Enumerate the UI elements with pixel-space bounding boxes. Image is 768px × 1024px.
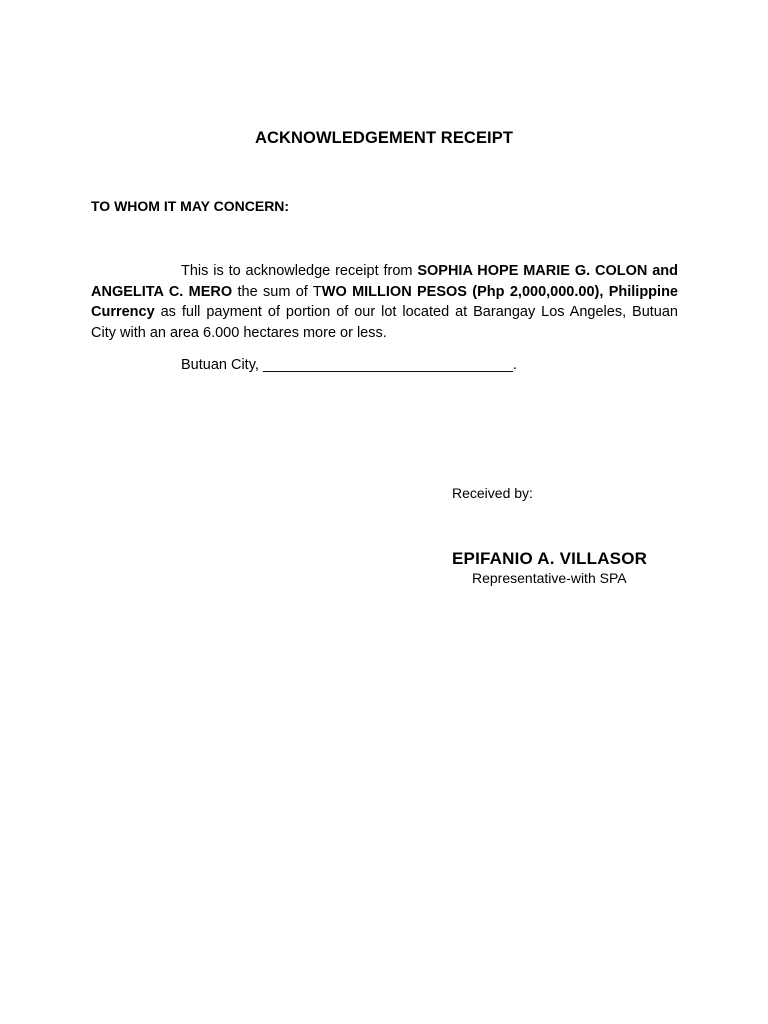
receipt-body-paragraph: [91, 261, 678, 343]
body-intro: This is to acknowledge receipt from: [181, 263, 418, 279]
salutation: TO WHOM IT MAY CONCERN:: [91, 198, 290, 214]
document-title: ACKNOWLEDGEMENT RECEIPT: [254, 129, 514, 147]
amount-in-words: WO MILLION PESOS (Php 2,000,000.00), Philippine Currency: [91, 283, 678, 320]
body-purpose: as full payment of portion of our lot located at Barangay Los Angeles, Butuan City with an area 6.000 hectares more or less.: [91, 304, 678, 341]
payer-names: SOPHIA HOPE MARIE G. COLON and ANGELITA C. MERO: [91, 263, 678, 300]
received-by-label: Received by:: [452, 485, 533, 501]
signatory-name: EPIFANIO A. VILLASOR: [452, 549, 648, 568]
body-sum-text: the sum of T: [232, 283, 322, 300]
signatory-title: Representative-with SPA: [472, 570, 627, 586]
place-date-line: Butuan City, _______________________________.: [181, 357, 517, 373]
